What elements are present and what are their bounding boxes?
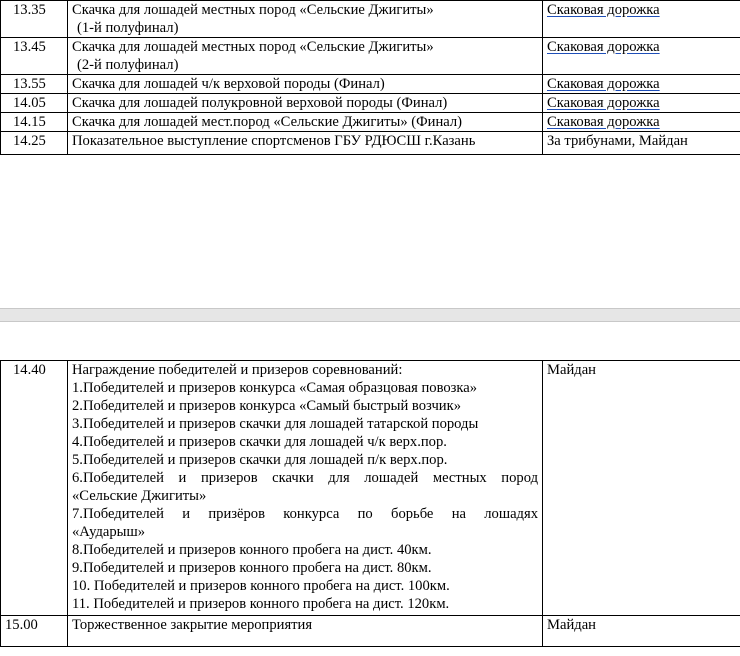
- award-item: 1.Победителей и призеров конкурса «Самая образцовая повозка»: [72, 380, 478, 396]
- schedule-table-bottom: [0, 360, 740, 647]
- event-cell: [68, 94, 543, 113]
- table-row: [1, 361, 740, 616]
- event-line: Скачка для лошадей местных пород «Сельские Джигиты»: [72, 2, 434, 18]
- award-item: «Аударыш»: [72, 524, 146, 540]
- awards-cell: [68, 361, 543, 616]
- table-row: [1, 94, 740, 113]
- place-link[interactable]: Скаковая дорожка: [547, 114, 660, 130]
- time-cell: 14.40: [1, 361, 68, 616]
- award-item: 10. Победителей и призеров конного пробега на дист. 100км.: [72, 578, 450, 594]
- place-link[interactable]: Скаковая дорожка: [547, 95, 660, 111]
- award-item: 7.Победителей и призёров конкурса по борьбе на лошадях: [72, 506, 538, 522]
- schedule-table-top: [0, 0, 740, 155]
- event-line: (2-й полуфинал): [77, 57, 179, 73]
- event-cell: [68, 38, 543, 75]
- awards-title: Награждение победителей и призеров соревнований:: [72, 362, 403, 378]
- time-cell: 15.00: [1, 616, 68, 647]
- place-cell: [543, 94, 740, 113]
- event-cell: [68, 1, 543, 38]
- event-line: Скачка для лошадей местных пород «Сельские Джигиты»: [72, 39, 434, 55]
- event-line: Скачка для лошадей полукровной верховой породы (Финал): [72, 95, 448, 111]
- place-cell: Майдан: [543, 361, 740, 616]
- place-link[interactable]: Скаковая дорожка: [547, 2, 660, 18]
- award-item: 5.Победителей и призеров скачки для лошадей п/к верх.пор.: [72, 452, 448, 468]
- time-cell: 13.35: [1, 1, 68, 38]
- place-link[interactable]: Скаковая дорожка: [547, 39, 660, 55]
- table-row: [1, 132, 740, 155]
- event-cell: Торжественное закрытие мероприятия: [68, 616, 543, 647]
- table-row: [1, 616, 740, 647]
- page-separator: [0, 308, 740, 322]
- event-line: Скачка для лошадей мест.пород «Сельские Джигиты» (Финал): [72, 114, 463, 130]
- table-row: [1, 38, 740, 75]
- award-item: 6.Победителей и призеров скачки для лошадей местных пород: [72, 470, 538, 486]
- time-cell: 14.25: [1, 132, 68, 155]
- table-row: [1, 113, 740, 132]
- table-row: [1, 1, 740, 38]
- award-item: 11. Победителей и призеров конного пробега на дист. 120км.: [72, 596, 450, 612]
- place-link[interactable]: Скаковая дорожка: [547, 76, 660, 92]
- place-cell: [543, 1, 740, 38]
- place-cell: [543, 75, 740, 94]
- place-cell: [543, 38, 740, 75]
- time-cell: 14.05: [1, 94, 68, 113]
- event-line: Скачка для лошадей ч/к верховой породы (Финал): [72, 76, 385, 92]
- award-item: 8.Победителей и призеров конного пробега на дист. 40км.: [72, 542, 432, 558]
- event-line: (1-й полуфинал): [77, 20, 179, 36]
- event-cell: [68, 113, 543, 132]
- page-bottom: [0, 322, 740, 656]
- award-item: 4.Победителей и призеров скачки для лошадей ч/к верх.пор.: [72, 434, 447, 450]
- time-cell: 13.45: [1, 38, 68, 75]
- award-item: 2.Победителей и призеров конкурса «Самый быстрый возчик»: [72, 398, 461, 414]
- time-cell: 13.55: [1, 75, 68, 94]
- event-line: Показательное выступление спортсменов ГБУ РДЮСШ г.Казань: [72, 133, 476, 149]
- event-cell: [68, 75, 543, 94]
- event-cell: [68, 132, 543, 155]
- place-cell: [543, 113, 740, 132]
- award-item: «Сельские Джигиты»: [72, 488, 207, 504]
- table-row: [1, 75, 740, 94]
- place-cell: За трибунами, Майдан: [543, 132, 740, 155]
- award-item: 3.Победителей и призеров скачки для лошадей татарской породы: [72, 416, 479, 432]
- page-top: [0, 0, 740, 308]
- time-cell: 14.15: [1, 113, 68, 132]
- place-cell: Майдан: [543, 616, 740, 647]
- award-item: 9.Победителей и призеров конного пробега на дист. 80км.: [72, 560, 432, 576]
